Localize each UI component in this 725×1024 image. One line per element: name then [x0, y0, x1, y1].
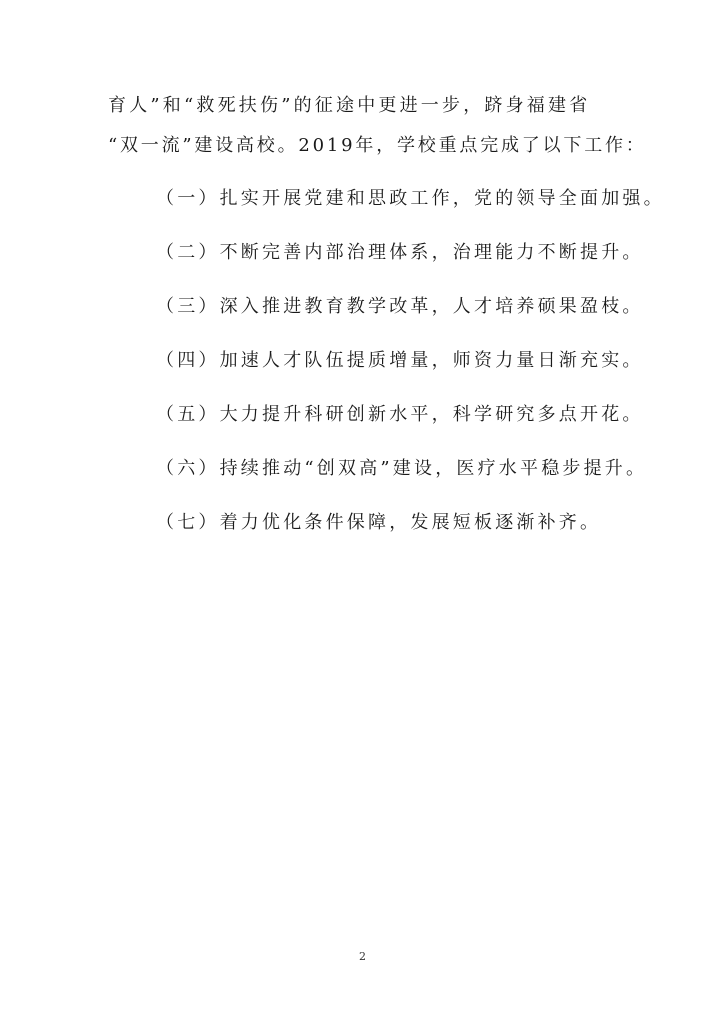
paragraph-line-1: 育人”和“救死扶伤”的征途中更进一步，跻身福建省	[108, 95, 591, 116]
work-item-3: （三）深入推进教育教学改革，人才培养硕果盈枝。	[156, 296, 644, 317]
work-item-4: （四）加速人才队伍提质增量，师资力量日渐充实。	[156, 350, 644, 371]
work-item-5: （五）大力提升科研创新水平，科学研究多点开花。	[156, 404, 644, 425]
paragraph-line-2: “双一流”建设高校。2019年，学校重点完成了以下工作：	[108, 135, 647, 156]
work-item-2: （二）不断完善内部治理体系，治理能力不断提升。	[156, 242, 644, 263]
page-number: 2	[359, 950, 366, 963]
work-item-1: （一）扎实开展党建和思政工作，党的领导全面加强。	[156, 188, 665, 209]
work-item-6: （六）持续推动“创双高”建设，医疗水平稳步提升。	[156, 458, 648, 479]
work-item-7: （七）着力优化条件保障，发展短板逐渐补齐。	[156, 512, 602, 533]
